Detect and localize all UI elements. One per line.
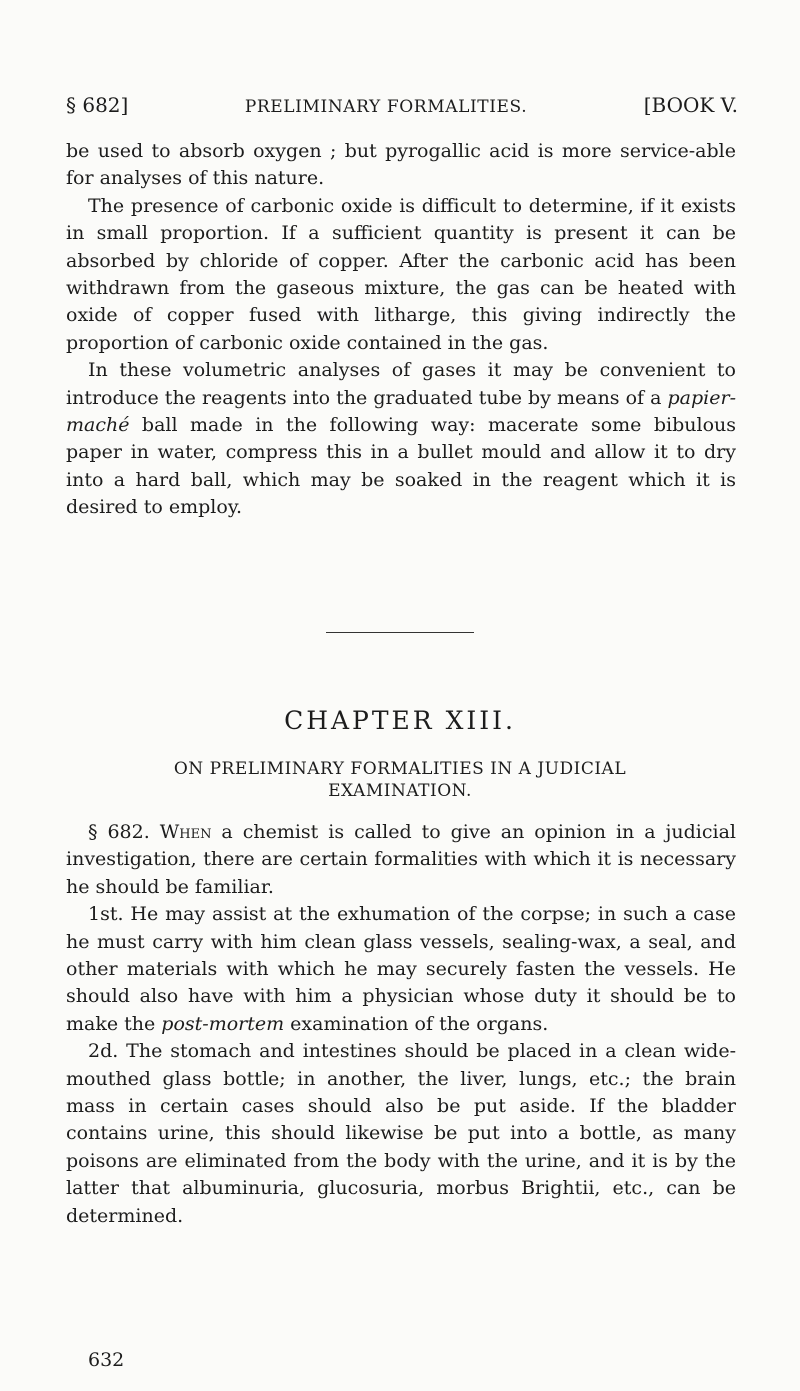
chapter-subtitle-line: EXAMINATION. xyxy=(328,781,472,801)
paragraph-continuation: be used to absorb oxygen ; but pyrogallic acid is more service-able for analyses of this nature. xyxy=(66,140,736,190)
paragraph-section-682 xyxy=(66,819,736,901)
paragraph-first-point xyxy=(66,901,736,1038)
chapter-title: CHAPTER XIII. xyxy=(284,706,516,735)
running-header xyxy=(66,93,738,119)
text-run: In these volumetric analyses of gases it may be convenient to introduce the reagents into the graduated tube by means of a xyxy=(66,359,736,409)
header-running-title: PRELIMINARY FORMALITIES. xyxy=(244,97,528,117)
section-divider xyxy=(326,632,474,633)
top-text-block xyxy=(66,138,736,522)
small-caps-word: When xyxy=(159,821,212,843)
text-run: ball made in the following way: macerate some bibulous paper in water, compress this in a bullet mould and allow it to dry into a hard ball, which may be soaked in the reagent which it is desired to employ. xyxy=(66,414,736,519)
page-number: 632 xyxy=(88,1349,125,1371)
header-book-number: [BOOK V. xyxy=(643,93,738,117)
italic-term: post-mortem xyxy=(161,1012,285,1035)
bottom-text-block xyxy=(66,819,736,1230)
paragraph-carbonic-oxide: The presence of carbonic oxide is difficult to determine, if it exists in small proportion. If a sufficient quantity is present it can be absorbed by chloride of copper. After the carbonic acid has been withdrawn from the gaseous mixture, the gas can be heated with oxide of copper fused with litharge, this giving indirectly the proportion of carbonic oxide contained in the gas. xyxy=(66,194,736,354)
paragraph-second-point: 2d. The stomach and intestines should be placed in a clean wide-mouthed glass bottle; in another, the liver, lungs, etc.; the brain mass in certain cases should also be put aside. If the bladder contains urine, this should likewise be put into a bottle, as many poisons are eliminated from the body with the urine, and it is by the latter that albuminuria, glucosuria, morbus Brightii, etc., can be determined. xyxy=(66,1040,736,1227)
text-run: examination of the organs. xyxy=(284,1012,549,1035)
section-lead: § 682. xyxy=(88,821,160,843)
text-run: a chemist is called to give an opinion in a judicial investigation, there are certain formalities with which it is necessary he should be familiar. xyxy=(66,821,736,898)
header-section-number: § 682] xyxy=(66,93,129,117)
paragraph-volumetric-analyses xyxy=(66,357,736,521)
italic-term: papier-maché xyxy=(66,386,736,437)
text-run: 1st. He may assist at the exhumation of the corpse; in such a case he must carry with him clean glass vessels, sealing-wax, a seal, and other materials with which he may securely fasten the vessels. He should also have with him a physician whose duty it should be to make the xyxy=(66,903,736,1035)
chapter-subtitle xyxy=(0,758,800,802)
chapter-subtitle-line: ON PRELIMINARY FORMALITIES IN A JUDICIAL xyxy=(173,759,627,779)
